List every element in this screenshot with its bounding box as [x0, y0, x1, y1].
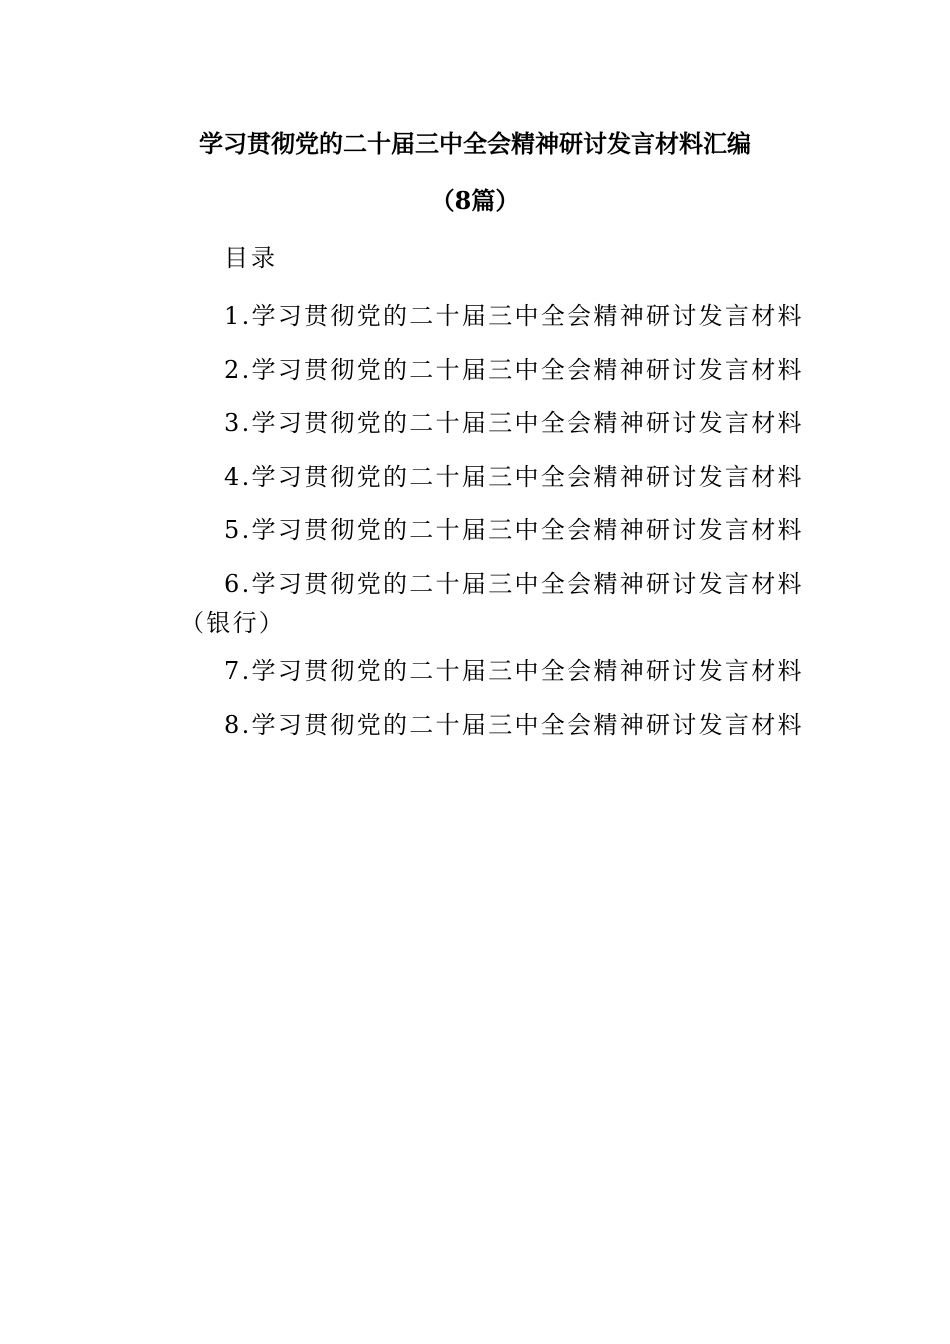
- toc-item-text: 6.学习贯彻党的二十届三中全会精神研讨发言材料: [224, 569, 804, 598]
- toc-item-text: 4.学习贯彻党的二十届三中全会精神研讨发言材料: [224, 462, 804, 491]
- toc-item-continuation: （银行）: [180, 609, 286, 637]
- toc-item: [180, 451, 820, 505]
- toc-item-text: 7.学习贯彻党的二十届三中全会精神研讨发言材料: [224, 657, 804, 685]
- toc-item: [180, 558, 820, 646]
- document-subtitle: （8篇）: [430, 186, 520, 215]
- toc-item: [180, 344, 820, 398]
- toc-item: [180, 645, 820, 699]
- document-title: 学习贯彻党的二十届三中全会精神研讨发言材料汇编: [199, 129, 751, 158]
- toc-item: [180, 397, 820, 451]
- table-of-contents: [180, 290, 820, 752]
- toc-item-text: 3.学习贯彻党的二十届三中全会精神研讨发言材料: [224, 409, 804, 437]
- toc-item: [180, 504, 820, 558]
- toc-heading: 目录: [224, 244, 278, 272]
- toc-item-text: 8.学习贯彻党的二十届三中全会精神研讨发言材料: [224, 710, 804, 739]
- toc-item: [180, 699, 820, 753]
- toc-item: [180, 290, 820, 344]
- toc-item-text: 2.学习贯彻党的二十届三中全会精神研讨发言材料: [224, 355, 804, 384]
- toc-item-text: 5.学习贯彻党的二十届三中全会精神研讨发言材料: [224, 516, 804, 544]
- toc-item-text: 1.学习贯彻党的二十届三中全会精神研讨发言材料: [224, 302, 804, 330]
